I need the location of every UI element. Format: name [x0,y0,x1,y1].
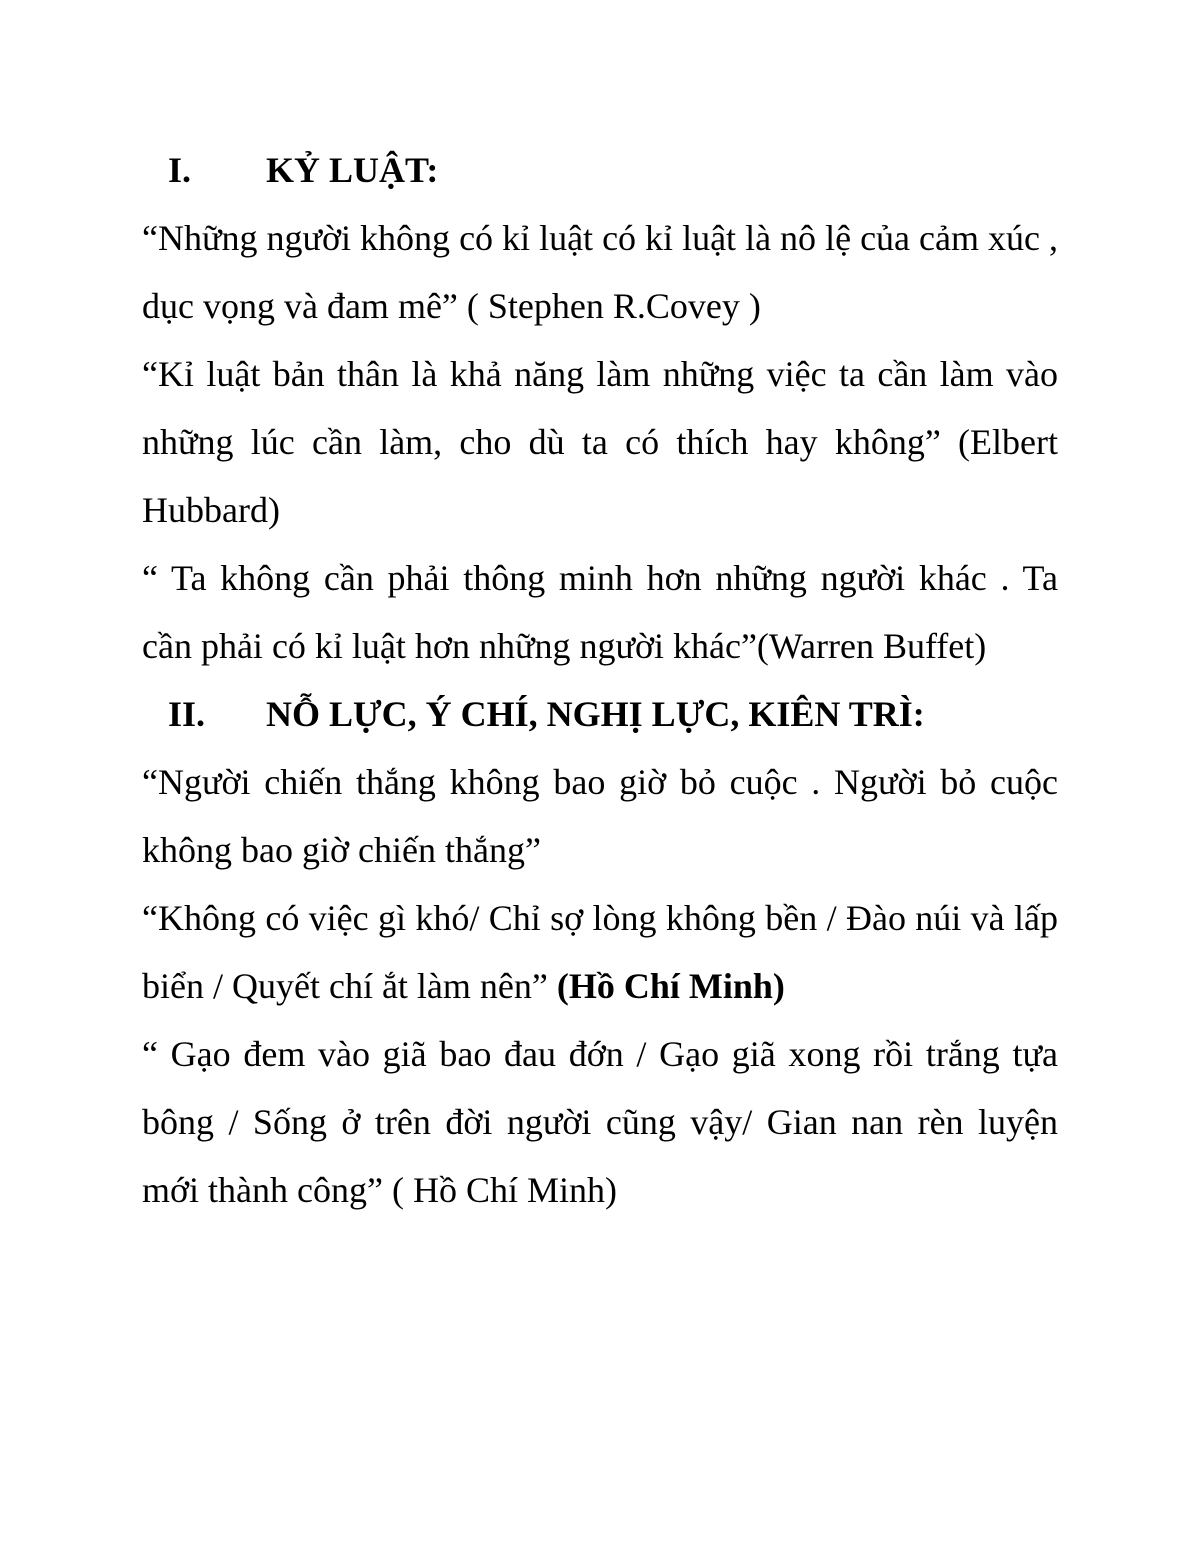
quote-ho-chi-minh-2: “ Gạo đem vào giã bao đau đớn / Gạo giã xong rồi trắng tựa bông / Sống ở trên đời người cũng vậy/ Gian nan rèn luyện mới thành công” ( Hồ Chí Minh) [142,1034,1058,1210]
quote-winner-never-quits: “Người chiến thắng không bao giờ bỏ cuộc . Người bỏ cuộc không bao giờ chiến thắng” [142,762,1058,870]
quote-stephen-covey: “Những người không có kỉ luật có kỉ luật là nô lệ của cảm xúc , dục vọng và đam mê” ( Stephen R.Covey ) [142,218,1058,326]
section-2-title: NỖ LỰC, Ý CHÍ, NGHỊ LỰC, KIÊN TRÌ: [266,694,925,734]
section-2-heading [142,680,1058,748]
section-2-number: II. [168,694,206,734]
section-1-number: I. [168,150,192,190]
quote-warren-buffet: “ Ta không cần phải thông minh hơn những người khác . Ta cần phải có kỉ luật hơn những người khác”(Warren Buffet) [142,558,1058,666]
section-1-heading [142,136,1058,204]
quote-elbert-hubbard: “Kỉ luật bản thân là khả năng làm những việc ta cần làm vào những lúc cần làm, cho dù ta có thích hay không” (Elbert Hubbard) [142,354,1058,530]
document-page [142,136,1058,1224]
quote-ho-chi-minh-1-text: “Không có việc gì khó/ Chỉ sợ lòng không bền / Đào núi và lấp biển / Quyết chí ắt làm nên” [142,898,1058,1006]
section-1-title: KỶ LUẬT: [266,150,439,190]
quote-ho-chi-minh-1-attribution: (Hồ Chí Minh) [556,966,785,1006]
quote-ho-chi-minh-1 [142,884,1058,1020]
